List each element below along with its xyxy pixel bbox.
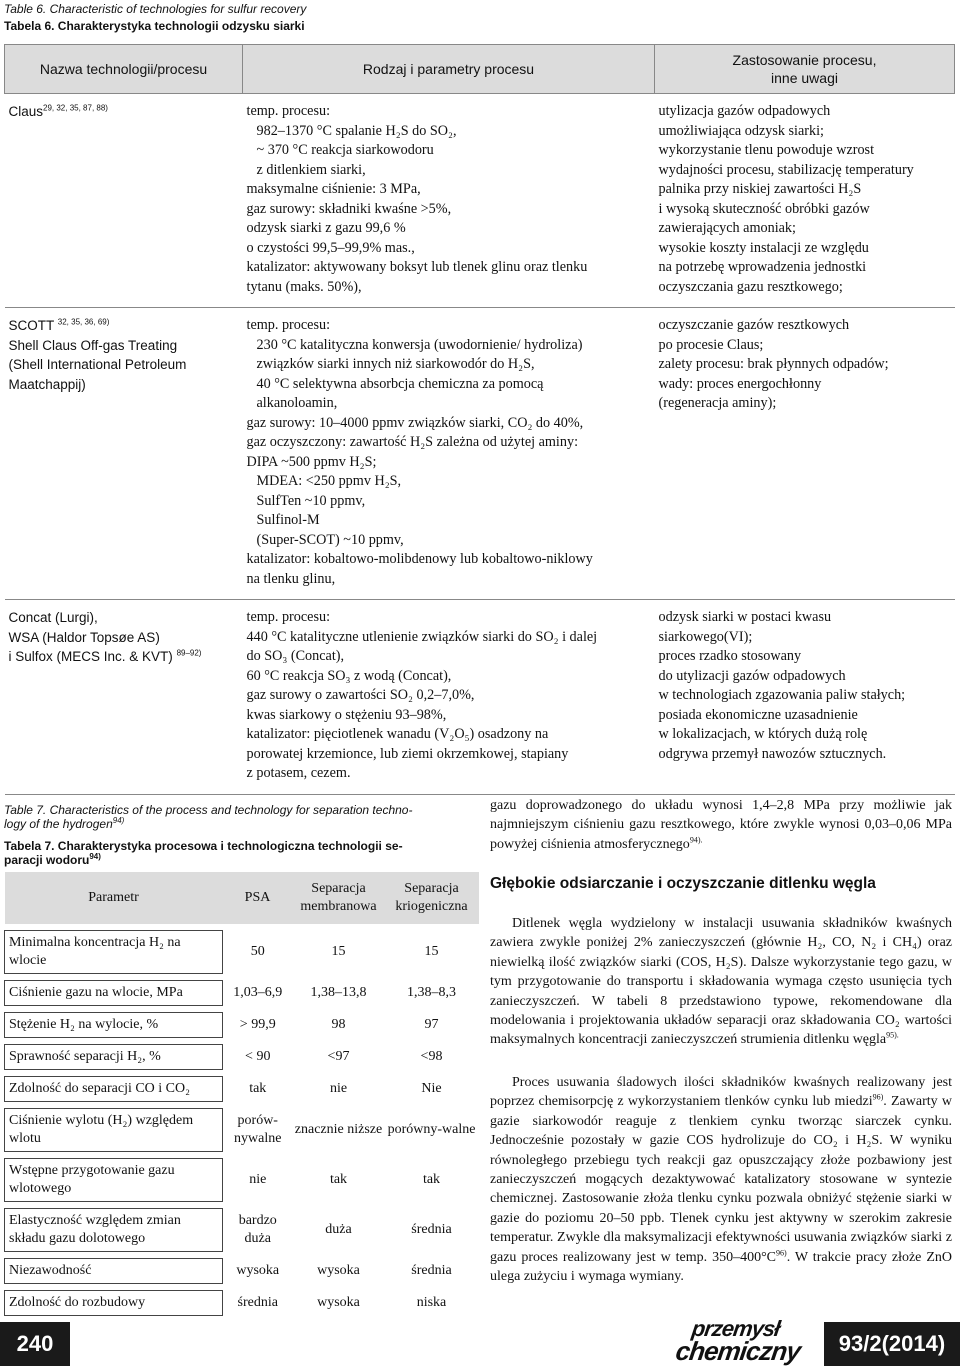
- table6-caption-en: Table 6. Characteristic of technologies for sulfur recovery: [4, 2, 307, 16]
- use-line: do utylizacji gazów odpadowych: [658, 667, 846, 684]
- use-line: po procesie Claus;: [658, 336, 764, 353]
- use-line: utylizacja gazów odpadowych: [658, 103, 831, 119]
- table7-cell: 15: [424, 944, 439, 959]
- table7-cell: 50: [250, 944, 265, 959]
- param-line: gaz surowy: składniki kwaśne >5%,: [246, 200, 452, 217]
- param-line: kwas siarkowy o stężeniu 93–98%,: [246, 706, 447, 723]
- table7-cell: 1,38–13,8: [310, 985, 367, 1000]
- table6-name-cell: [5, 600, 243, 795]
- table7-cell: porówny-walne: [387, 1122, 476, 1137]
- table7-header: Separacja membranowa: [293, 872, 385, 924]
- use-line: na potrzebę wprowadzenia jednostki: [658, 259, 867, 275]
- table7-cell-param: Stężenie H₂ na wylocie, %: [5, 1013, 223, 1038]
- table7-cell: 1,03–6,9: [233, 985, 283, 1000]
- param-line: 230 °C katalityczna konwersja (uwodornienie/ hydroliza): [256, 336, 583, 353]
- use-line: wady: proces energochłonny: [658, 375, 822, 392]
- table7-cell: średnia: [411, 1222, 452, 1237]
- use-line: zalety procesu: brak płynnych odpadów;: [658, 356, 889, 372]
- use-line: umożliwiająca odzysk siarki;: [658, 122, 824, 139]
- use-line: wysokie koszty instalacji ze względu: [658, 239, 869, 256]
- table7-cell: wysoka: [236, 1263, 280, 1278]
- table7-caption-pl-line: paracji wodoru: [4, 853, 90, 867]
- use-line: palnika przy niskiej zawartości H₂S: [658, 181, 862, 197]
- table7-cell: wysoka: [317, 1263, 360, 1278]
- table7-cell-param: Zdolność do separacji CO i CO₂: [5, 1077, 223, 1102]
- param-line: MDEA: <250 ppmv H₂S,: [256, 473, 402, 489]
- table-row: [5, 981, 479, 1006]
- table7-cell: bardzo duża: [238, 1213, 277, 1246]
- table7-cell: niska: [416, 1295, 447, 1310]
- table6: [4, 44, 955, 795]
- table6-header-use-2: inne uwagi: [771, 70, 838, 86]
- table7-cell: duża: [325, 1222, 352, 1237]
- use-line: odgrywa przemył nawozów sztucznych.: [658, 745, 887, 762]
- param-line: 440 °C katalityczne utlenienie związków siarki do SO₂ i dalej: [246, 628, 598, 645]
- table7-caption-en: [4, 803, 478, 831]
- table7-cell-param: Zdolność do rozbudowy: [5, 1291, 223, 1316]
- tech-name-line: WSA (Haldor Topsøe AS): [8, 629, 160, 645]
- table7-caption-pl: [4, 839, 478, 867]
- table7: [4, 872, 479, 1316]
- table6-params-cell: [243, 308, 655, 600]
- param-line: gaz surowy: 10–4000 ppmv związków siarki, CO₂ do 40%,: [246, 414, 584, 431]
- param-line: tytanu (maks. 50%),: [246, 278, 362, 295]
- table7-cell: 98: [331, 1017, 346, 1032]
- table7-cell: tak: [329, 1172, 348, 1187]
- table6-header-name: Nazwa technologii/procesu: [5, 45, 243, 94]
- param-line: gaz surowy o zawartości SO₂ 0,2–7,0%,: [246, 687, 475, 703]
- table7-cell: 1,38–8,3: [407, 985, 456, 1000]
- table6-name-cell: [5, 308, 243, 600]
- journal-logo: [674, 1316, 804, 1366]
- page-number: 240: [0, 1322, 70, 1366]
- paragraph-2-text-c: . W trakcie pracy złoże ZnO ulega zużyciu i wymaga wymiany.: [490, 1249, 953, 1285]
- param-line: temp. procesu:: [246, 317, 331, 333]
- intro-ref: 94).: [689, 835, 703, 845]
- table7-header: Separacja kriogeniczna: [385, 872, 479, 924]
- table-row: [5, 1259, 479, 1284]
- table6-use-cell: [655, 94, 955, 308]
- param-line: z ditlenkiem siarki,: [256, 161, 366, 178]
- table-row: [5, 600, 955, 795]
- param-line: do SO₃ (Concat),: [246, 648, 345, 664]
- table-row: [5, 1209, 479, 1252]
- table7-caption-pl-ref: 94): [89, 852, 101, 861]
- param-line: alkanoloamin,: [256, 395, 338, 411]
- table7-cell: <97: [327, 1049, 350, 1064]
- table7-cell: wysoka: [317, 1295, 360, 1310]
- table7-cell-param: Wstępne przygotowanie gazu wlotowego: [5, 1159, 223, 1202]
- table-row: [5, 94, 955, 308]
- table-row: [5, 1013, 479, 1038]
- use-line: (regeneracja aminy);: [658, 395, 777, 411]
- table7-cell: > 99,9: [239, 1017, 276, 1032]
- use-line: i wysoką skuteczność obróbki gazów: [658, 200, 870, 217]
- table7-caption-en-ref: 94): [112, 816, 125, 825]
- paragraph-2-text-b: . Zawarty w gazie siarkowodór reaguje z tlenkiem cynku tworząc siarczek cynku. Jednocześnie pozostały w gazie COS hydrolizuje do CO₂ i H₂S. W wyniku równoległego przebiegu tych reakcji gaz opuszczający złoże pozbawiony jest zanieczyszczeń mogących dezaktywować katalizatory stosowane w syntezie chemicznej. Zastosowanie złoża tlenku cynku pozwala obniżyć stężenie siarki w gazie do poziomu 20–50 ppb. Tlenek cynku jest aktywny w szerokim zakresie temperatur. Zwykle dla maksymalizacji efektywności usuwania związków siarki z gazu proces realizowany jest w temp. 350–400°C: [490, 1094, 952, 1265]
- table7-caption-en-line: Table 7. Characteristics of the process and technology for separation techno-: [4, 803, 413, 817]
- table7-cell-param: Ciśnienie gazu na wlocie, MPa: [5, 981, 223, 1006]
- table7-caption-pl-line: Tabela 7. Charakterystyka procesowa i technologiczna technologii se-: [4, 839, 403, 853]
- paragraph-2-ref: 96): [872, 1092, 884, 1102]
- use-line: w lokalizacjach, w których dużą rolę: [658, 726, 868, 742]
- table6-caption-pl: Tabela 6. Charakterystyka technologii odzysku siarki: [4, 19, 305, 33]
- table7-cell: < 90: [245, 1049, 271, 1064]
- paragraph-2-text: Proces usuwania śladowych ilości składników kwaśnych realizowany jest poprzez chemisorpcję z wykorzystaniem tlenków cynku lub miedzi: [490, 1075, 952, 1110]
- param-line: o czystości 99,5–99,9% mas.,: [246, 239, 415, 256]
- table6-use-cell: [655, 308, 955, 600]
- param-line: związków siarki innych niż siarkowodór do H₂S,: [256, 356, 535, 372]
- table7-cell: nie: [249, 1172, 267, 1187]
- table7-header: Parametr: [5, 872, 223, 924]
- table6-header-params: Rodzaj i parametry procesu: [243, 45, 655, 94]
- section-heading: Głębokie odsiarczanie i oczyszczanie ditlenku węgla: [490, 875, 876, 892]
- param-line: porowatej krzemionce, lub ziemi okrzemkowej, stapiany: [246, 745, 569, 762]
- tech-name: Claus: [8, 104, 44, 119]
- table6-header-use-1: Zastosowanie procesu,: [732, 52, 877, 68]
- table-row: [5, 1109, 479, 1152]
- table7-cell-param: Niezawodność: [5, 1259, 223, 1284]
- tech-name-line: (Shell International Petroleum: [8, 357, 187, 372]
- table7-cell-param: Ciśnienie wylotu (H₂) względem wlotu: [5, 1109, 223, 1152]
- param-line: Sulfinol-M: [256, 512, 320, 528]
- table7-cell: nie: [329, 1081, 348, 1096]
- paragraph-2-ref-2: 96): [776, 1248, 787, 1257]
- tech-name: Concat (Lurgi),: [8, 610, 98, 625]
- use-line: proces rzadko stosowany: [658, 648, 802, 664]
- param-line: (Super-SCOT) ~10 ppmv,: [256, 531, 404, 548]
- table7-header: PSA: [223, 872, 293, 924]
- table7-header-row: [5, 872, 479, 924]
- param-line: 982–1370 °C spalanie H₂S do SO₂,: [256, 122, 457, 139]
- table7-cell: porów-nywalne: [234, 1113, 282, 1146]
- table7-cell: 97: [424, 1017, 439, 1032]
- table6-params-cell: [243, 600, 655, 795]
- param-line: maksymalne ciśnienie: 3 MPa,: [246, 181, 421, 197]
- right-intro: [490, 796, 952, 854]
- param-line: 60 °C reakcja SO₃ z wodą (Concat),: [246, 667, 452, 684]
- param-line: z potasem, cezem.: [246, 765, 351, 781]
- table-row: [5, 308, 955, 600]
- table-row: [5, 1291, 479, 1316]
- tech-refs: 29, 32, 35, 87, 88): [43, 103, 108, 113]
- param-line: katalizator: kobaltowo-molibdenowy lub kobaltowo-niklowy: [246, 551, 593, 567]
- table7-cell: znacznie niższe: [294, 1122, 383, 1137]
- tech-name-line: Shell Claus Off-gas Treating: [8, 337, 178, 353]
- paragraph-1-ref: 95).: [886, 1030, 899, 1040]
- table7-cell: 15: [331, 944, 346, 959]
- table6-header-use: [655, 45, 955, 94]
- logo-line-2: chemiczny: [673, 1336, 803, 1366]
- param-line: katalizator: pięciotlenek wanadu (V₂O₅) osadzony na: [246, 726, 549, 742]
- use-line: oczyszczania gazu resztkowego;: [658, 278, 843, 295]
- use-line: oczyszczanie gazów resztkowych: [658, 317, 850, 333]
- param-line: gaz oczyszczony: zawartość H₂S zależna od użytej aminy:: [246, 434, 579, 450]
- param-line: odzysk siarki z gazu 99,6 %: [246, 220, 406, 236]
- table7-cell: Nie: [421, 1081, 442, 1096]
- table7-cell: średnia: [411, 1263, 452, 1278]
- tech-refs: 89–92): [176, 648, 202, 658]
- table7-cell: tak: [249, 1081, 267, 1096]
- tech-refs: 32, 35, 36, 69): [57, 317, 110, 327]
- table6-header-row: [5, 45, 955, 94]
- param-line: temp. procesu:: [246, 609, 331, 625]
- table-row: [5, 1159, 479, 1202]
- param-line: SulfTen ~10 ppmv,: [256, 492, 366, 509]
- param-line: ~ 370 °C reakcja siarkowodoru: [256, 142, 434, 158]
- param-line: temp. procesu:: [246, 103, 331, 119]
- param-line: 40 °C selektywna absorbcja chemiczna za pomocą: [256, 375, 544, 392]
- table-row: [5, 1077, 479, 1102]
- use-line: odzysk siarki w postaci kwasu: [658, 609, 832, 625]
- use-line: posiada ekonomiczne uzasadnienie: [658, 706, 858, 723]
- table7-cell-param: Sprawność separacji H₂, %: [5, 1045, 223, 1070]
- param-line: DIPA ~500 ppmv H₂S;: [246, 453, 377, 470]
- tech-name-line: i Sulfox (MECS Inc. & KVT): [8, 649, 173, 664]
- table7-cell: średnia: [237, 1295, 278, 1310]
- table7-cell: <98: [420, 1049, 443, 1064]
- issue-number: 93/2(2014): [824, 1322, 960, 1366]
- use-line: siarkowego(VI);: [658, 628, 753, 645]
- paragraph-1-text: Ditlenek węgla wydzielony w instalacji usuwania składników kwaśnych zawiera zwykle poniżej 2% zanieczyszczeń (głównie H₂, CO, N₂ i CH₄) oraz niewielką ilość związków siarki (COS, H₂S). Dalsze wykorzystanie tego gazu, w tym przygotowanie do transportu i składowania wymaga często usunięcia tych zanieczyszczeń. W tabeli 8 przedstawiono typowe, rekomendowane dla modelowania i projektowania układów separacji oraz składowania CO₂ wartości maksymalnych koncentracji zanieczyszczeń strumienia ditlenku węgla: [490, 916, 952, 1048]
- use-line: w technologiach zgazowania paliw stałych;: [658, 687, 906, 703]
- tech-name-line: Maatchappij): [8, 376, 86, 392]
- table6-name-cell: [5, 94, 243, 308]
- param-line: na tlenku glinu,: [246, 570, 336, 587]
- paragraph-1: [490, 914, 952, 1050]
- table6-params-cell: [243, 94, 655, 308]
- param-line: katalizator: aktywowany boksyt lub tlenek glinu oraz tlenku: [246, 259, 588, 275]
- use-line: zawierających amoniak;: [658, 220, 796, 236]
- table6-use-cell: [655, 600, 955, 795]
- table7-cell-param: Minimalna koncentracja H₂ na wlocie: [5, 931, 223, 974]
- table7-caption-en-line: logy of the hydrogen: [4, 817, 113, 831]
- table-row: [5, 931, 479, 974]
- table7-cell-param: Elastyczność względem zmian składu gazu dolotowego: [5, 1209, 223, 1252]
- use-line: wydajności procesu, stabilizację temperatury: [658, 161, 914, 178]
- table-row: [5, 1045, 479, 1070]
- tech-name: SCOTT: [8, 318, 55, 333]
- logo-line-1: przemysł: [690, 1316, 782, 1341]
- intro-text: gazu doprowadzonego do układu wynosi 1,4–2,8 MPa przy możliwie jak najmniejszym ciśnieniu gazu resztkowego, które zwykle wynosi 0,03–0,06 MPa powyżej ciśnienia atmosferycznego: [490, 798, 952, 852]
- table7-cell: tak: [422, 1172, 441, 1187]
- paragraph-2: [490, 1073, 952, 1286]
- use-line: wykorzystanie tlenu powoduje wzrost: [658, 142, 875, 158]
